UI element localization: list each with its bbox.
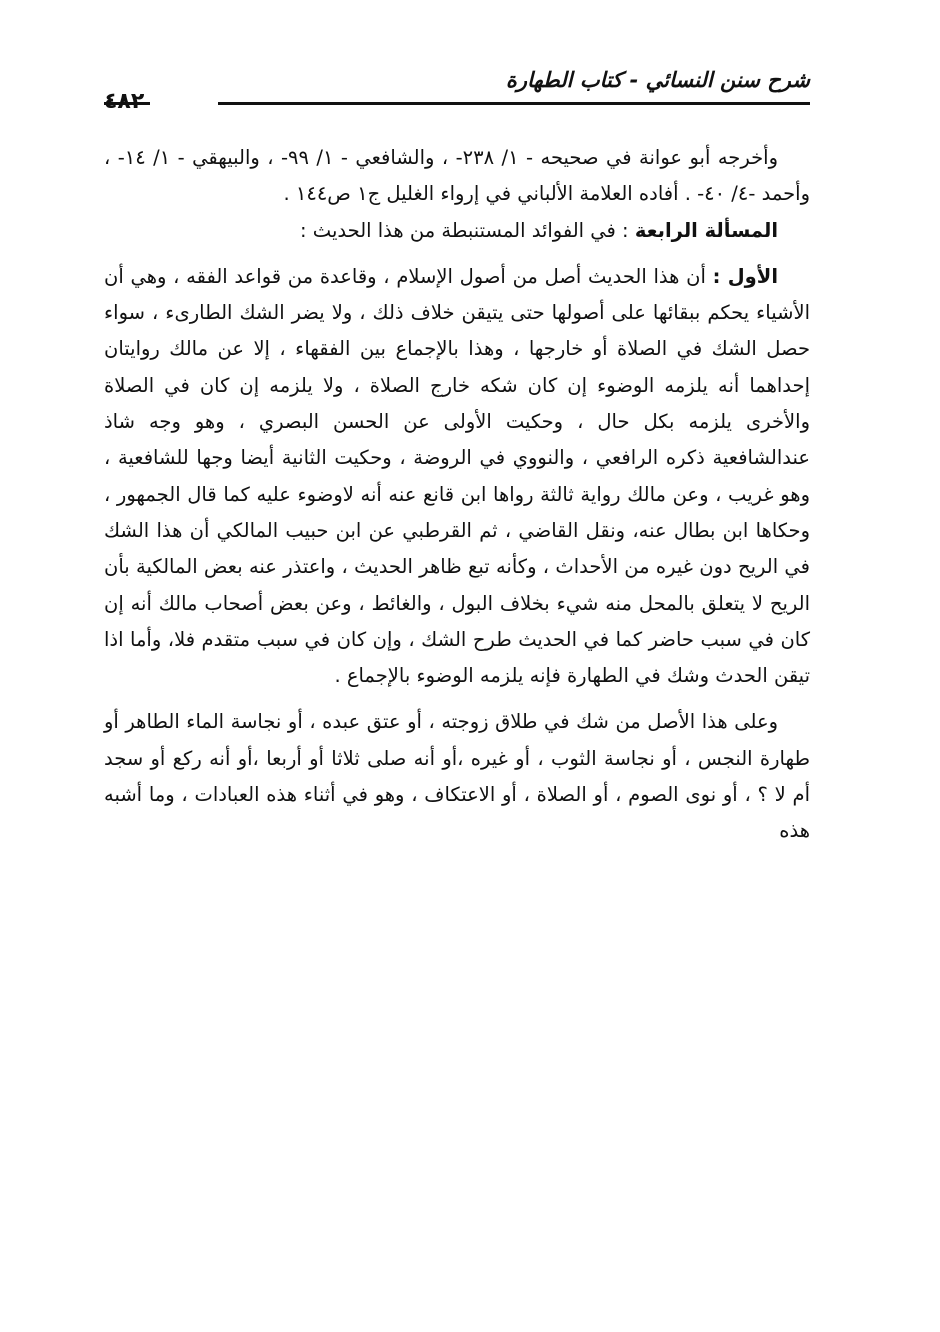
paragraph-examples: وعلى هذا الأصل من شك في طلاق زوجته ، أو عتق عبده ، أو نجاسة الماء الطاهر أو طهارة النجس ، أو نجاسة الثوب ، أو غيره ،أو أنه صلى ثلاثا أو أربعا ،أو أنه ركع أو سجد أم لا ؟ ، أو نوى الصوم ، أو الصلاة ، أو الاعتكاف ، وهو في أثناء هذه العبادات ، وما أشبه هذه bbox=[104, 710, 810, 843]
first-benefit-text: أن هذا الحديث أصل من أصول الإسلام ، وقاعدة من قواعد الفقه ، وهي أن الأشياء يحكم ببقائها على أصولها حتى يتيقن خلاف ذلك ، ولا يضر الشك الطارىء ، سواء حصل الشك في الصلاة أو خارجها ، وهذا بالإجماع بين الفقهاء ، إلا عن مالك روايتان إحداهما أنه يلزمه الوضوء إن كان شكه خارج الصلاة ، ولا يلزمه إن كان في الصلاة والأخرى يلزمه بكل حال ، وحكيت الأولى عن الحسن البصري ، وهو وجه شاذ عندالشافعية ذكره الرافعي ، والنووي في الروضة ، وحكيت الثانية أيضا وجها للشافعية ، وهو غريب ، وعن مالك رواية ثالثة رواها ابن قانع عنه أنه لاوضوء عليه كما قال الجمهور ، وحكاها ابن بطال عنه، ونقل القاضي ، ثم القرطبي عن ابن حبيب المالكي أن هذا الشك في الريح دون غيره من الأحداث ، وكأنه تبع ظاهر الحديث ، واعتذر عنه بعض المالكية بأن الريح لا يتعلق بالمحل منه شيء بخلاف البول ، والغائط ، وعن بعض أصحاب مالك أنه إن كان في سبب حاضر كما في الحديث طرح الشك ، وإن كان في سبب متقدم فلا، وأما اذا تيقن الحدث وشك في الطهارة فإنه يلزمه الوضوء بالإجماع . bbox=[104, 264, 810, 688]
paragraph-section-heading bbox=[104, 213, 810, 249]
body-text bbox=[104, 140, 810, 850]
running-header bbox=[104, 66, 810, 114]
first-benefit-lead: الأول : bbox=[712, 264, 779, 288]
header-title: شرح سنن النسائي - كتاب الطهارة bbox=[505, 68, 810, 92]
section-heading-lead: المسألة الرابعة bbox=[634, 218, 778, 242]
section-heading-text: : في الفوائد المستنبطة من هذا الحديث : bbox=[300, 218, 629, 242]
paragraph-first-benefit bbox=[104, 259, 810, 695]
header-rule-gap bbox=[150, 96, 218, 110]
page-number: ٤٨٢ bbox=[104, 89, 145, 114]
paragraph-citation: وأخرجه أبو عوانة في صحيحه - ١/ ٢٣٨- ، والشافعي - ١/ ٩٩- ، والبيهقي - ١/ ١٤- ، وأحمد -٤/ ٤٠- . أفاده العلامة الألباني في إرواء الغليل ج١ ص١٤٤ . bbox=[104, 146, 810, 206]
